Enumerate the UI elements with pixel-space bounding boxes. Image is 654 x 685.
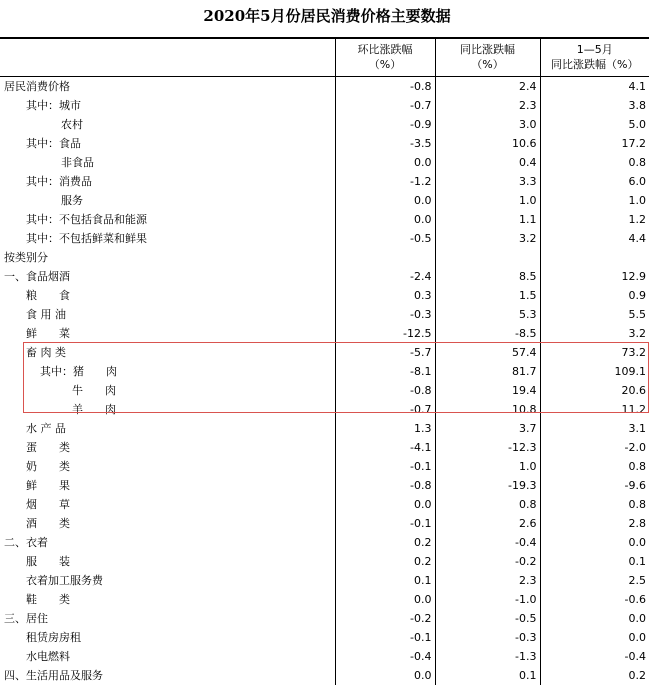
row-label: 其中：消费品: [26, 174, 92, 188]
page-title: 2020年5月份居民消费价格主要数据: [203, 7, 451, 25]
ytd-change-value: 20.6: [540, 381, 649, 400]
yoy-change-value: -0.3: [435, 628, 540, 647]
row-label: 牛 肉: [72, 383, 116, 397]
yoy-change-value: 0.4: [435, 153, 540, 172]
header-mom-label: 环比涨跌幅: [357, 43, 413, 57]
yoy-change-value: -1.0: [435, 590, 540, 609]
header-yoy-change: [435, 38, 540, 76]
table-row: [0, 419, 649, 438]
header-yoy-unit: （%）: [471, 58, 504, 72]
ytd-change-value: 3.1: [540, 419, 649, 438]
yoy-change-value: 8.5: [435, 267, 540, 286]
ytd-change-value: 17.2: [540, 134, 649, 153]
ytd-change-value: 0.8: [540, 153, 649, 172]
table-row: [0, 609, 649, 628]
table-row: [0, 476, 649, 495]
mom-change-value: 0.3: [335, 286, 435, 305]
yoy-change-value: 0.1: [435, 666, 540, 685]
ytd-change-value: 5.5: [540, 305, 649, 324]
ytd-change-value: 0.0: [540, 609, 649, 628]
yoy-change-value: 1.0: [435, 457, 540, 476]
ytd-change-value: 4.4: [540, 229, 649, 248]
ytd-change-value: 0.8: [540, 457, 649, 476]
ytd-change-value: 3.8: [540, 96, 649, 115]
header-category-cell: [0, 38, 335, 76]
mom-change-value: -0.1: [335, 457, 435, 476]
mom-change-value: -0.8: [335, 476, 435, 495]
row-label: 奶 类: [26, 459, 70, 473]
table-row: [0, 343, 649, 362]
mom-change-value: -0.8: [335, 76, 435, 96]
ytd-change-value: 12.9: [540, 267, 649, 286]
header-yoy-label: 同比涨跌幅: [460, 43, 515, 57]
header-ytd-label: 同比涨跌幅（%）: [551, 58, 639, 72]
table-row: [0, 229, 649, 248]
row-label: 其中：食品: [26, 136, 81, 150]
row-label: 烟 草: [26, 497, 70, 511]
table-row: [0, 666, 649, 685]
mom-change-value: [335, 248, 435, 267]
table-row: [0, 628, 649, 647]
row-label: 非食品: [61, 155, 94, 169]
row-label: 鲜 果: [26, 478, 70, 492]
row-label: 按类别分: [4, 250, 48, 264]
table-row: [0, 210, 649, 229]
row-label: 水 产 品: [26, 421, 66, 435]
mom-change-value: -0.9: [335, 115, 435, 134]
table-row: [0, 514, 649, 533]
yoy-change-value: 2.6: [435, 514, 540, 533]
row-label: 鲜 菜: [26, 326, 70, 340]
table-row: [0, 267, 649, 286]
yoy-change-value: 10.6: [435, 134, 540, 153]
row-label: 其中：不包括食品和能源: [26, 212, 147, 226]
yoy-change-value: -19.3: [435, 476, 540, 495]
ytd-change-value: 2.8: [540, 514, 649, 533]
row-label: 畜 肉 类: [26, 345, 66, 359]
ytd-change-value: -2.0: [540, 438, 649, 457]
mom-change-value: 0.0: [335, 495, 435, 514]
yoy-change-value: 2.3: [435, 96, 540, 115]
yoy-change-value: 1.0: [435, 191, 540, 210]
row-label: 其中：猪 肉: [40, 364, 117, 378]
yoy-change-value: 0.8: [435, 495, 540, 514]
table-row: [0, 495, 649, 514]
table-row: [0, 400, 649, 419]
mom-change-value: 0.0: [335, 590, 435, 609]
row-label: 食 用 油: [26, 307, 66, 321]
mom-change-value: -0.7: [335, 400, 435, 419]
yoy-change-value: 81.7: [435, 362, 540, 381]
yoy-change-value: 3.2: [435, 229, 540, 248]
table-row: [0, 172, 649, 191]
mom-change-value: -0.5: [335, 229, 435, 248]
ytd-change-value: -9.6: [540, 476, 649, 495]
table-row: [0, 381, 649, 400]
row-label: 衣着加工服务费: [26, 573, 103, 587]
yoy-change-value: -12.3: [435, 438, 540, 457]
row-label: 服 装: [26, 554, 70, 568]
row-label: 粮 食: [26, 288, 70, 302]
header-ytd-change: [540, 38, 649, 76]
yoy-change-value: -0.5: [435, 609, 540, 628]
yoy-change-value: 2.3: [435, 571, 540, 590]
table-row: [0, 647, 649, 666]
yoy-change-value: 3.3: [435, 172, 540, 191]
row-label: 居民消费价格: [4, 79, 70, 93]
yoy-change-value: 1.1: [435, 210, 540, 229]
table-row: [0, 552, 649, 571]
mom-change-value: 0.1: [335, 571, 435, 590]
yoy-change-value: -0.2: [435, 552, 540, 571]
mom-change-value: 0.0: [335, 210, 435, 229]
mom-change-value: -0.2: [335, 609, 435, 628]
cpi-data-table: [0, 37, 649, 685]
yoy-change-value: 3.0: [435, 115, 540, 134]
ytd-change-value: 11.2: [540, 400, 649, 419]
ytd-change-value: [540, 248, 649, 267]
mom-change-value: 0.0: [335, 153, 435, 172]
mom-change-value: -0.1: [335, 514, 435, 533]
yoy-change-value: 10.8: [435, 400, 540, 419]
ytd-change-value: 0.0: [540, 628, 649, 647]
ytd-change-value: 2.5: [540, 571, 649, 590]
ytd-change-value: 0.1: [540, 552, 649, 571]
row-label: 羊 肉: [72, 402, 116, 416]
yoy-change-value: -8.5: [435, 324, 540, 343]
row-label: 酒 类: [26, 516, 70, 530]
row-label: 鞋 类: [26, 592, 70, 606]
ytd-change-value: 109.1: [540, 362, 649, 381]
table-row: [0, 590, 649, 609]
table-row: [0, 115, 649, 134]
mom-change-value: -3.5: [335, 134, 435, 153]
header-mom-change: [335, 38, 435, 76]
yoy-change-value: 19.4: [435, 381, 540, 400]
row-label: 其中：不包括鲜菜和鲜果: [26, 231, 147, 245]
row-label: 租赁房房租: [26, 630, 81, 644]
yoy-change-value: 2.4: [435, 76, 540, 96]
table-row: [0, 76, 649, 96]
ytd-change-value: 1.0: [540, 191, 649, 210]
mom-change-value: -2.4: [335, 267, 435, 286]
row-label: 蛋 类: [26, 440, 70, 454]
table-row: [0, 248, 649, 267]
mom-change-value: 0.0: [335, 666, 435, 685]
row-label: 其中：城市: [26, 98, 81, 112]
ytd-change-value: 4.1: [540, 76, 649, 96]
ytd-change-value: 0.8: [540, 495, 649, 514]
ytd-change-value: 0.2: [540, 666, 649, 685]
mom-change-value: 0.2: [335, 533, 435, 552]
row-label: 三、居住: [4, 611, 48, 625]
yoy-change-value: 1.5: [435, 286, 540, 305]
ytd-change-value: 5.0: [540, 115, 649, 134]
ytd-change-value: 6.0: [540, 172, 649, 191]
row-label: 四、生活用品及服务: [4, 668, 103, 682]
table-row: [0, 153, 649, 172]
row-label: 一、食品烟酒: [4, 269, 70, 283]
mom-change-value: -8.1: [335, 362, 435, 381]
table-row: [0, 324, 649, 343]
table-row: [0, 533, 649, 552]
mom-change-value: 0.2: [335, 552, 435, 571]
table-row: [0, 286, 649, 305]
yoy-change-value: -1.3: [435, 647, 540, 666]
yoy-change-value: 57.4: [435, 343, 540, 362]
ytd-change-value: 0.0: [540, 533, 649, 552]
mom-change-value: -5.7: [335, 343, 435, 362]
mom-change-value: -0.4: [335, 647, 435, 666]
table-row: [0, 457, 649, 476]
row-label: 农村: [61, 117, 83, 131]
row-label: 服务: [61, 193, 83, 207]
ytd-change-value: -0.4: [540, 647, 649, 666]
table-row: [0, 191, 649, 210]
row-label: 二、衣着: [4, 535, 48, 549]
mom-change-value: -0.3: [335, 305, 435, 324]
ytd-change-value: 3.2: [540, 324, 649, 343]
yoy-change-value: 3.7: [435, 419, 540, 438]
table-row: [0, 305, 649, 324]
yoy-change-value: 5.3: [435, 305, 540, 324]
mom-change-value: -0.1: [335, 628, 435, 647]
table-row: [0, 96, 649, 115]
table-row: [0, 134, 649, 153]
mom-change-value: -1.2: [335, 172, 435, 191]
row-label: 水电燃料: [26, 649, 70, 663]
mom-change-value: 1.3: [335, 419, 435, 438]
mom-change-value: -12.5: [335, 324, 435, 343]
mom-change-value: -0.8: [335, 381, 435, 400]
table-row: [0, 362, 649, 381]
table-header-row: [0, 38, 649, 76]
mom-change-value: -0.7: [335, 96, 435, 115]
ytd-change-value: 1.2: [540, 210, 649, 229]
header-ytd-period: 1—5月: [576, 43, 613, 57]
yoy-change-value: [435, 248, 540, 267]
table-row: [0, 571, 649, 590]
mom-change-value: -4.1: [335, 438, 435, 457]
yoy-change-value: -0.4: [435, 533, 540, 552]
ytd-change-value: 0.9: [540, 286, 649, 305]
table-row: [0, 438, 649, 457]
header-mom-unit: （%）: [368, 58, 402, 72]
mom-change-value: 0.0: [335, 191, 435, 210]
ytd-change-value: -0.6: [540, 590, 649, 609]
table-body: [0, 76, 649, 685]
ytd-change-value: 73.2: [540, 343, 649, 362]
